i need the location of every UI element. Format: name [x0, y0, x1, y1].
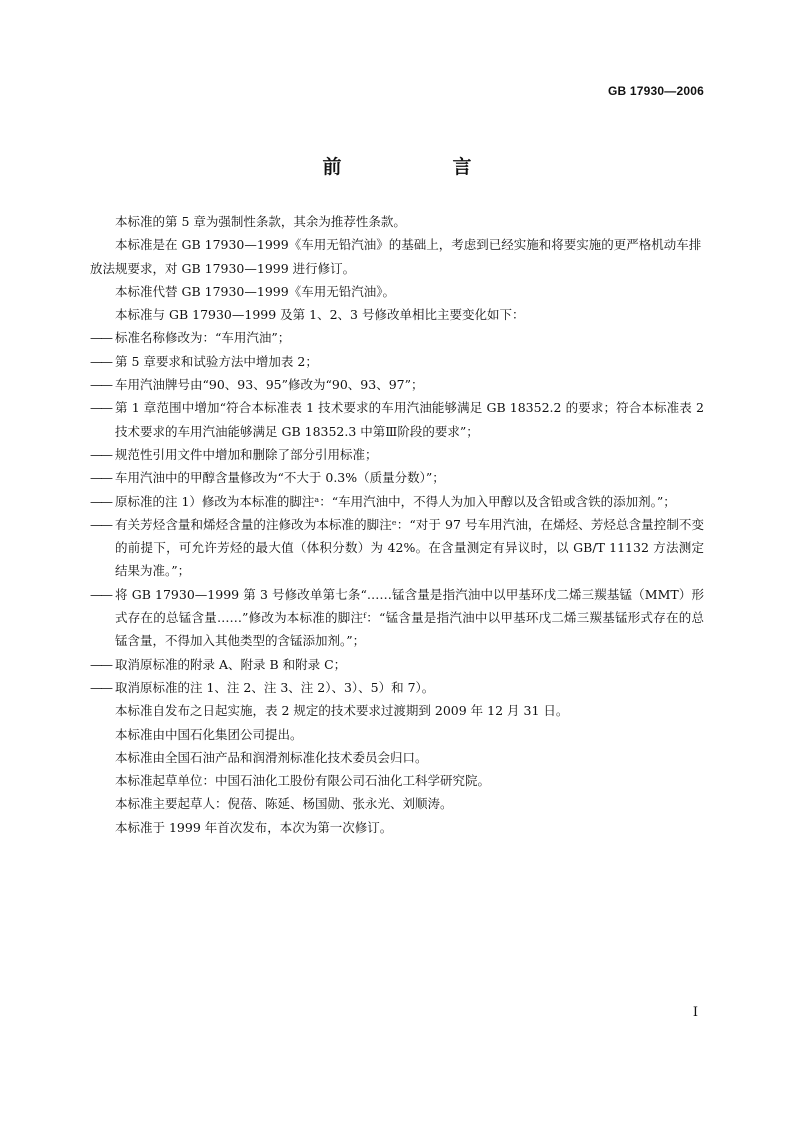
change-item: —— 第 5 章要求和试验方法中增加表 2；	[90, 350, 704, 373]
change-item: —— 原标准的注 1）修改为本标准的脚注ᵃ：“车用汽油中，不得人为加入甲醇以及含铅或含铁的添加剂。”；	[90, 490, 704, 513]
paragraph: 本标准是在 GB 17930—1999《车用无铅汽油》的基础上，考虑到已经实施和将要实施的更严格机动车排放法规要求，对 GB 17930—1999 进行修订。	[90, 237, 702, 276]
change-item: —— 取消原标准的注 1、注 2、注 3、注 2）、3）、5）和 7）。	[90, 676, 704, 699]
paragraph: 本标准于 1999 年首次发布，本次为第一次修订。	[115, 819, 393, 835]
change-item: —— 规范性引用文件中增加和删除了部分引用标准；	[90, 443, 704, 466]
standard-code: GB 17930—2006	[608, 84, 704, 98]
change-item: —— 取消原标准的附录 A、附录 B 和附录 C；	[90, 653, 704, 676]
change-item: —— 标准名称修改为：“车用汽油”；	[90, 326, 704, 349]
change-item: —— 有关芳烃含量和烯烃含量的注修改为本标准的脚注ᵉ：“对于 97 号车用汽油，在烯烃、芳烃总含量控制不变的前提下，可允许芳烃的最大值（体积分数）为 42%。在含量测定有异议时，以 GB/T 11132 方法测定结果为准。”；	[90, 513, 704, 583]
change-item: —— 车用汽油中的甲醇含量修改为“不大于 0.3%（质量分数）”；	[90, 466, 704, 489]
paragraph: 本标准的第 5 章为强制性条款，其余为推荐性条款。	[115, 214, 406, 229]
change-item: —— 车用汽油牌号由“90、93、95”修改为“90、93、97”；	[90, 373, 704, 396]
change-item: —— 第 1 章范围中增加“符合本标准表 1 技术要求的车用汽油能够满足 GB 18352.2 的要求；符合本标准表 2 技术要求的车用汽油能够满足 GB 18352.3 中第Ⅲ阶段的要求”；	[90, 396, 704, 443]
page-title: 前 言	[322, 156, 518, 178]
change-item: —— 将 GB 17930—1999 第 3 号修改单第七条“……锰含量是指汽油中以甲基环戊二烯三羰基锰（MMT）形式存在的总锰含量……”修改为本标准的脚注ᶠ：“锰含量是指汽油中以甲基环戊二烯三羰基锰形式存在的总锰含量，不得加入其他类型的含锰添加剂。”；	[90, 583, 704, 653]
paragraph: 本标准起草单位：中国石油化工股份有限公司石油化工科学研究院。	[115, 773, 491, 789]
page-number: I	[692, 1005, 698, 1020]
paragraph: 本标准主要起草人：倪蓓、陈延、杨国勋、张永光、刘顺涛。	[115, 796, 453, 812]
paragraph: 本标准与 GB 17930—1999 及第 1、2、3 号修改单相比主要变化如下：	[115, 307, 525, 323]
paragraph: 本标准由全国石油产品和润滑剂标准化技术委员会归口。	[115, 749, 428, 765]
paragraph: 本标准代替 GB 17930—1999《车用无铅汽油》。	[115, 283, 395, 299]
paragraph: 本标准自发布之日起实施，表 2 规定的技术要求过渡期到 2009 年 12 月 31 日。	[115, 703, 569, 719]
paragraph: 本标准由中国石化集团公司提出。	[115, 726, 303, 742]
foreword-body	[90, 210, 704, 839]
